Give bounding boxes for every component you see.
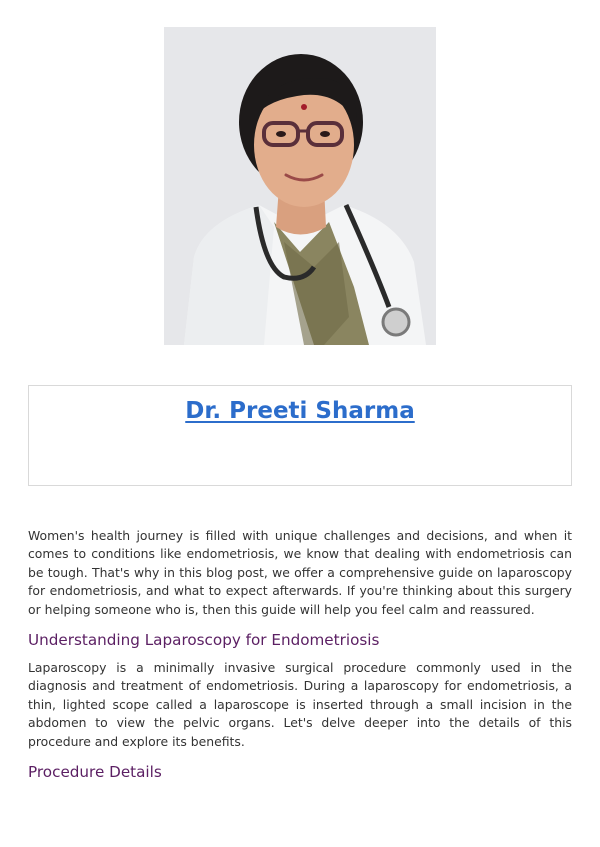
portrait-illustration <box>164 27 436 345</box>
section-heading-procedure: Procedure Details <box>28 763 162 782</box>
section-heading-understanding: Understanding Laparoscopy for Endometriosis <box>28 631 380 650</box>
intro-paragraph: Women's health journey is filled with unique challenges and decisions, and when it comes to conditions like endometriosis, we know that dealing with endometriosis can be tough. That's why in this blog post, we offer a comprehensive guide on laparoscopy for endometriosis, and what to expect afterwards. If you're thinking about this surgery or helping someone who is, then this guide will help you feel calm and reassured. <box>28 528 572 617</box>
article-content <box>28 527 572 781</box>
doctor-portrait <box>164 27 436 345</box>
section-paragraph-understanding: Laparoscopy is a minimally invasive surgical procedure commonly used in the diagnosis and treatment of endometriosis. During a laparoscopy for endometriosis, a thin, lighted scope called a laparoscope is inserted through a small incision in the abdomen to view the pelvic organs. Let's delve deeper into the details of this procedure and explore its benefits. <box>28 660 572 749</box>
doctor-name-link[interactable]: Dr. Preeti Sharma <box>185 398 415 424</box>
doctor-name-card <box>28 385 572 486</box>
